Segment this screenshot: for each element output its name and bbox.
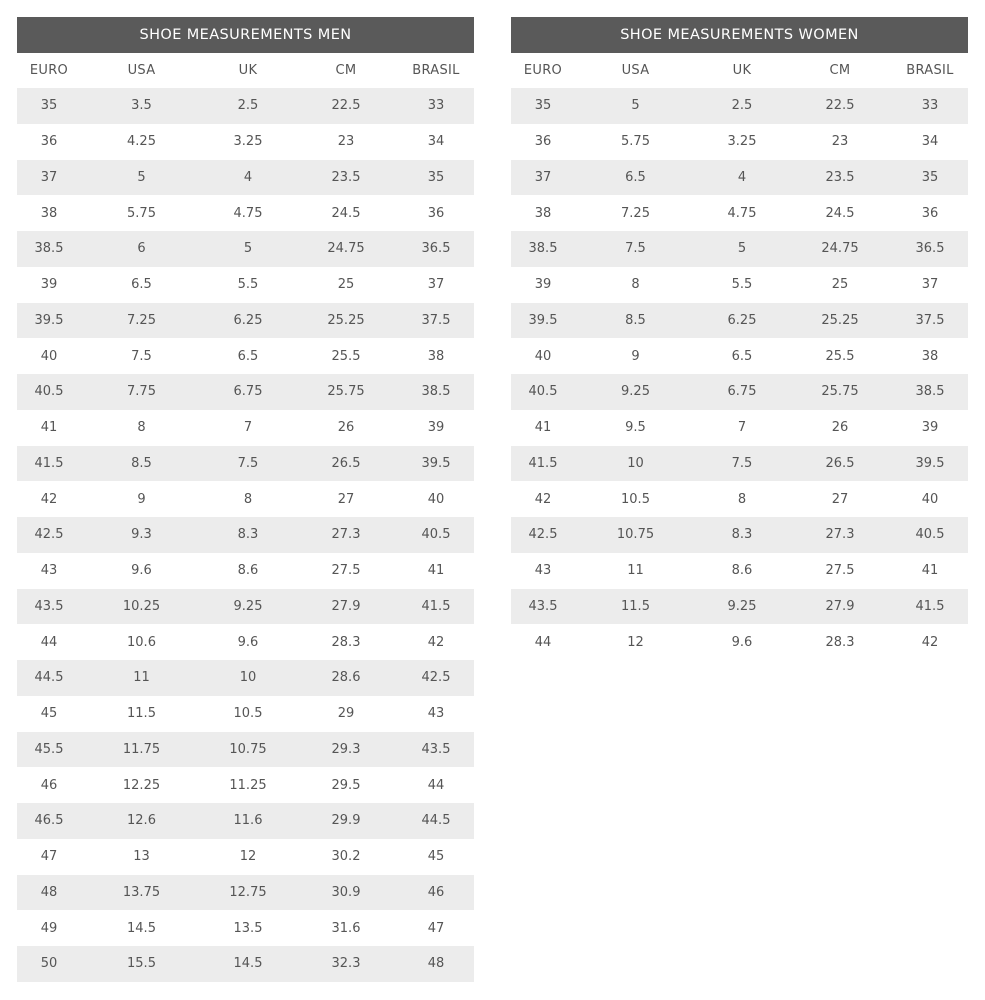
cell-usa: 7.5	[131, 348, 152, 364]
cell-usa: 7.75	[127, 384, 156, 400]
cell-brasil: 42	[921, 634, 939, 650]
cell-euro: 41	[40, 420, 58, 436]
cell-euro: 43.5	[34, 598, 64, 614]
cell-cm: 25.25	[327, 312, 365, 328]
cell-brasil: 36	[921, 205, 939, 221]
cell-usa: 11.5	[621, 598, 650, 614]
cell-cm: 25.25	[821, 312, 859, 328]
cell-cm: 26.5	[331, 455, 361, 471]
cell-brasil: 36.5	[915, 241, 945, 257]
cell-euro: 41	[534, 420, 552, 436]
table-row	[511, 589, 968, 625]
cell-cm: 27.9	[331, 598, 361, 614]
cell-usa: 4.25	[127, 134, 156, 150]
cell-cm: 25	[337, 277, 355, 293]
table-row	[17, 839, 474, 875]
cell-usa: 12	[627, 634, 644, 650]
cell-euro: 39.5	[528, 312, 558, 328]
cell-uk: 13.5	[233, 920, 263, 936]
table-row	[511, 195, 968, 231]
cell-euro: 35	[40, 98, 58, 114]
cell-euro: 40	[40, 348, 58, 364]
cell-cm: 24.75	[821, 241, 859, 257]
cell-euro: 49	[40, 920, 58, 936]
cell-brasil: 40.5	[421, 527, 451, 543]
cell-brasil: 38	[921, 348, 939, 364]
cell-euro: 38.5	[528, 241, 558, 257]
cell-euro: 41.5	[34, 455, 64, 471]
column-header-cm: CM	[829, 63, 851, 78]
cell-uk: 5.5	[731, 277, 753, 293]
cell-usa: 10.6	[127, 634, 156, 650]
cell-usa: 8.5	[625, 312, 646, 328]
cell-brasil: 47	[427, 920, 445, 936]
table-row	[511, 160, 968, 196]
cell-uk: 8.3	[237, 527, 259, 543]
cell-uk: 2.5	[237, 98, 259, 114]
cell-euro: 44	[534, 634, 552, 650]
cell-usa: 12.6	[127, 813, 156, 829]
table-row	[17, 624, 474, 660]
cell-usa: 14.5	[127, 920, 156, 936]
cell-cm: 27.9	[825, 598, 855, 614]
cell-brasil: 40.5	[915, 527, 945, 543]
cell-cm: 24.5	[331, 205, 361, 221]
cell-uk: 5	[243, 241, 253, 257]
cell-brasil: 43.5	[421, 741, 451, 757]
cell-uk: 6.5	[237, 348, 259, 364]
cell-uk: 6.25	[727, 312, 757, 328]
cell-usa: 12.25	[122, 777, 161, 793]
men-table-title: SHOE MEASUREMENTS MEN	[17, 17, 474, 53]
cell-euro: 46.5	[34, 813, 64, 829]
column-header-cm: CM	[335, 63, 357, 78]
cell-uk: 7	[737, 420, 747, 436]
cell-euro: 44	[40, 634, 58, 650]
cell-uk: 8.6	[731, 563, 753, 579]
cell-brasil: 43	[427, 706, 445, 722]
cell-uk: 12.75	[229, 884, 267, 900]
table-row	[17, 517, 474, 553]
cell-usa: 9.6	[131, 563, 152, 579]
cell-usa: 8	[631, 277, 640, 293]
cell-usa: 8.5	[131, 455, 152, 471]
cell-brasil: 44	[427, 777, 445, 793]
cell-uk: 10	[239, 670, 257, 686]
cell-uk: 4.75	[727, 205, 757, 221]
cell-euro: 39.5	[34, 312, 64, 328]
cell-cm: 25.5	[331, 348, 361, 364]
cell-brasil: 38.5	[915, 384, 945, 400]
cell-usa: 6.5	[131, 277, 152, 293]
cell-uk: 8	[737, 491, 747, 507]
table-row	[511, 88, 968, 124]
cell-euro: 42.5	[528, 527, 558, 543]
cell-brasil: 46	[427, 884, 445, 900]
table-row	[17, 88, 474, 124]
men-column-headers	[17, 53, 474, 88]
cell-cm: 27	[337, 491, 355, 507]
cell-brasil: 40	[427, 491, 445, 507]
women-table-title: SHOE MEASUREMENTS WOMEN	[511, 17, 968, 53]
table-row	[17, 946, 474, 982]
cell-uk: 10.5	[233, 706, 263, 722]
table-row	[511, 231, 968, 267]
cell-cm: 25	[831, 277, 849, 293]
cell-euro: 40.5	[528, 384, 558, 400]
cell-euro: 36	[534, 134, 552, 150]
cell-euro: 35	[534, 98, 552, 114]
cell-usa: 11	[627, 563, 644, 579]
cell-usa: 9.3	[131, 527, 152, 543]
cell-usa: 3.5	[131, 98, 152, 114]
cell-euro: 38.5	[34, 241, 64, 257]
table-row	[511, 446, 968, 482]
cell-brasil: 34	[921, 134, 939, 150]
cell-uk: 9.25	[727, 598, 757, 614]
cell-cm: 22.5	[331, 98, 361, 114]
table-row	[17, 338, 474, 374]
cell-cm: 23	[831, 134, 849, 150]
table-row	[17, 231, 474, 267]
cell-euro: 40.5	[34, 384, 64, 400]
table-row	[17, 481, 474, 517]
cell-brasil: 44.5	[421, 813, 451, 829]
cell-uk: 9.6	[731, 634, 753, 650]
cell-euro: 43	[534, 563, 552, 579]
cell-cm: 30.9	[331, 884, 361, 900]
cell-usa: 13	[133, 849, 150, 865]
cell-uk: 7	[243, 420, 253, 436]
cell-uk: 2.5	[731, 98, 753, 114]
cell-uk: 6.75	[233, 384, 263, 400]
cell-euro: 45.5	[34, 741, 64, 757]
cell-cm: 23.5	[825, 169, 855, 185]
cell-euro: 46	[40, 777, 58, 793]
cell-euro: 39	[534, 277, 552, 293]
cell-usa: 8	[137, 420, 146, 436]
cell-uk: 14.5	[233, 956, 263, 972]
table-row	[511, 517, 968, 553]
cell-euro: 43	[40, 563, 58, 579]
cell-cm: 27.3	[331, 527, 361, 543]
cell-cm: 27.5	[825, 563, 855, 579]
cell-cm: 23	[337, 134, 355, 150]
table-row	[17, 589, 474, 625]
table-row	[17, 553, 474, 589]
cell-usa: 10	[627, 455, 644, 471]
cell-brasil: 35	[427, 169, 445, 185]
table-row	[511, 481, 968, 517]
cell-usa: 10.5	[621, 491, 650, 507]
table-row	[17, 910, 474, 946]
cell-cm: 24.5	[825, 205, 855, 221]
cell-uk: 9.25	[233, 598, 263, 614]
cell-usa: 13.75	[122, 884, 161, 900]
cell-usa: 7.5	[625, 241, 646, 257]
cell-brasil: 39.5	[915, 455, 945, 471]
table-row	[511, 124, 968, 160]
cell-cm: 25.75	[821, 384, 859, 400]
table-row	[17, 803, 474, 839]
cell-brasil: 48	[427, 956, 445, 972]
cell-cm: 25.75	[327, 384, 365, 400]
column-header-usa: USA	[621, 63, 650, 78]
cell-uk: 7.5	[731, 455, 753, 471]
cell-brasil: 38.5	[421, 384, 451, 400]
cell-uk: 6.75	[727, 384, 757, 400]
cell-usa: 9.25	[621, 384, 650, 400]
cell-cm: 29	[337, 706, 355, 722]
cell-brasil: 39	[427, 420, 445, 436]
cell-euro: 37	[534, 169, 552, 185]
table-row	[511, 624, 968, 660]
table-row	[17, 374, 474, 410]
table-row	[17, 160, 474, 196]
column-header-usa: USA	[127, 63, 156, 78]
cell-usa: 10.25	[122, 598, 161, 614]
cell-cm: 23.5	[331, 169, 361, 185]
cell-cm: 31.6	[331, 920, 361, 936]
cell-brasil: 39	[921, 420, 939, 436]
cell-cm: 22.5	[825, 98, 855, 114]
cell-usa: 5.75	[621, 134, 650, 150]
cell-uk: 5	[737, 241, 747, 257]
table-row	[17, 732, 474, 768]
cell-euro: 41.5	[528, 455, 558, 471]
cell-cm: 26.5	[825, 455, 855, 471]
cell-brasil: 41.5	[915, 598, 945, 614]
cell-euro: 38	[40, 205, 58, 221]
cell-cm: 32.3	[331, 956, 361, 972]
table-row	[511, 553, 968, 589]
cell-euro: 45	[40, 706, 58, 722]
cell-brasil: 36	[427, 205, 445, 221]
cell-brasil: 37	[921, 277, 939, 293]
cell-usa: 6.5	[625, 169, 646, 185]
table-row	[17, 195, 474, 231]
cell-uk: 6.25	[233, 312, 263, 328]
cell-brasil: 37.5	[915, 312, 945, 328]
cell-brasil: 45	[427, 849, 445, 865]
cell-euro: 40	[534, 348, 552, 364]
cell-uk: 7.5	[237, 455, 259, 471]
men-table-body	[17, 88, 474, 982]
column-header-brasil: BRASIL	[412, 63, 460, 78]
cell-uk: 4.75	[233, 205, 263, 221]
cell-euro: 50	[40, 956, 58, 972]
cell-euro: 38	[534, 205, 552, 221]
cell-usa: 10.75	[616, 527, 655, 543]
cell-uk: 9.6	[237, 634, 259, 650]
cell-euro: 48	[40, 884, 58, 900]
table-row	[511, 374, 968, 410]
cell-usa: 7.25	[621, 205, 650, 221]
cell-cm: 28.3	[331, 634, 361, 650]
column-header-euro: EURO	[29, 63, 69, 78]
cell-usa: 7.25	[127, 312, 156, 328]
cell-uk: 3.25	[233, 134, 263, 150]
cell-cm: 29.5	[331, 777, 361, 793]
cell-brasil: 41	[427, 563, 445, 579]
cell-brasil: 37.5	[421, 312, 451, 328]
cell-euro: 47	[40, 849, 58, 865]
cell-uk: 5.5	[237, 277, 259, 293]
cell-cm: 26	[337, 420, 355, 436]
cell-usa: 9	[631, 348, 640, 364]
women-column-headers	[511, 53, 968, 88]
table-row	[511, 410, 968, 446]
cell-euro: 36	[40, 134, 58, 150]
cell-cm: 28.6	[331, 670, 361, 686]
cell-usa: 5	[631, 98, 640, 114]
cell-uk: 4	[737, 169, 747, 185]
cell-uk: 8	[243, 491, 253, 507]
table-row	[17, 303, 474, 339]
cell-uk: 6.5	[731, 348, 753, 364]
cell-usa: 5	[137, 169, 146, 185]
cell-uk: 11.6	[233, 813, 263, 829]
cell-cm: 29.3	[331, 741, 361, 757]
cell-uk: 11.25	[229, 777, 267, 793]
table-row	[17, 267, 474, 303]
cell-euro: 39	[40, 277, 58, 293]
cell-uk: 12	[239, 849, 257, 865]
cell-euro: 42	[40, 491, 58, 507]
cell-uk: 3.25	[727, 134, 757, 150]
cell-brasil: 36.5	[421, 241, 451, 257]
cell-brasil: 41.5	[421, 598, 451, 614]
table-row	[17, 446, 474, 482]
cell-euro: 42.5	[34, 527, 64, 543]
cell-euro: 37	[40, 169, 58, 185]
cell-usa: 5.75	[127, 205, 156, 221]
cell-brasil: 33	[427, 98, 445, 114]
table-row	[17, 124, 474, 160]
cell-euro: 43.5	[528, 598, 558, 614]
cell-usa: 15.5	[127, 956, 156, 972]
cell-usa: 11.5	[127, 706, 156, 722]
cell-cm: 30.2	[331, 849, 361, 865]
table-row	[511, 338, 968, 374]
cell-cm: 27	[831, 491, 849, 507]
cell-cm: 25.5	[825, 348, 855, 364]
table-row	[511, 267, 968, 303]
men-size-table	[17, 17, 474, 982]
cell-brasil: 41	[921, 563, 939, 579]
women-size-table	[511, 17, 968, 660]
cell-brasil: 33	[921, 98, 939, 114]
cell-usa: 6	[137, 241, 146, 257]
cell-euro: 44.5	[34, 670, 64, 686]
cell-usa: 11.75	[122, 741, 161, 757]
cell-brasil: 37	[427, 277, 445, 293]
cell-brasil: 38	[427, 348, 445, 364]
cell-cm: 24.75	[327, 241, 365, 257]
cell-euro: 42	[534, 491, 552, 507]
table-row	[17, 660, 474, 696]
cell-usa: 9	[137, 491, 146, 507]
cell-cm: 27.3	[825, 527, 855, 543]
table-row	[17, 696, 474, 732]
cell-uk: 8.6	[237, 563, 259, 579]
column-header-brasil: BRASIL	[906, 63, 954, 78]
cell-brasil: 42	[427, 634, 445, 650]
cell-usa: 9.5	[625, 420, 646, 436]
column-header-uk: UK	[732, 63, 752, 78]
cell-cm: 26	[831, 420, 849, 436]
cell-uk: 10.75	[229, 741, 267, 757]
column-header-uk: UK	[238, 63, 258, 78]
cell-cm: 27.5	[331, 563, 361, 579]
column-header-euro: EURO	[523, 63, 563, 78]
cell-usa: 11	[133, 670, 150, 686]
cell-uk: 8.3	[731, 527, 753, 543]
cell-brasil: 35	[921, 169, 939, 185]
table-row	[17, 875, 474, 911]
cell-brasil: 39.5	[421, 455, 451, 471]
table-row	[17, 410, 474, 446]
women-table-body	[511, 88, 968, 660]
table-row	[511, 303, 968, 339]
table-row	[17, 767, 474, 803]
cell-brasil: 42.5	[421, 670, 451, 686]
cell-uk: 4	[243, 169, 253, 185]
cell-cm: 29.9	[331, 813, 361, 829]
cell-brasil: 34	[427, 134, 445, 150]
cell-cm: 28.3	[825, 634, 855, 650]
cell-brasil: 40	[921, 491, 939, 507]
